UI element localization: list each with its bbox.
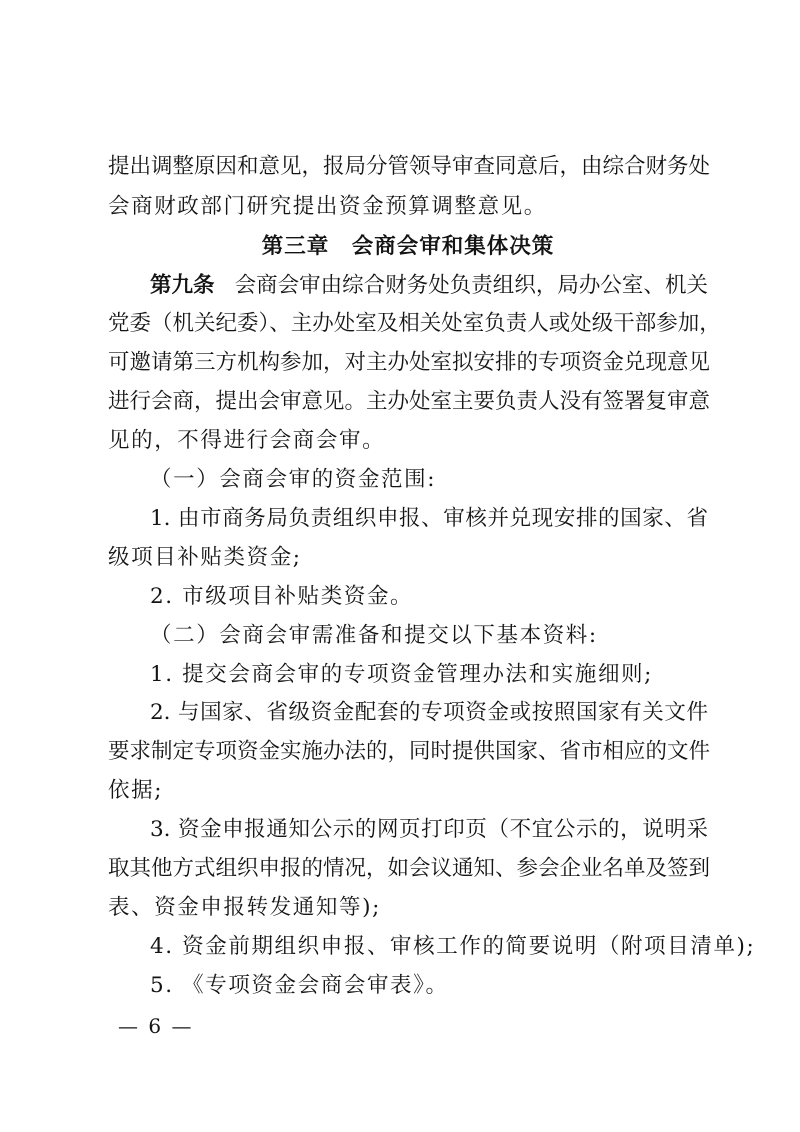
list-item-continuation: 表、资金申报转发通知等); [108, 895, 381, 920]
paragraph-line: 提出调整原因和意见，报局分管领导审查同意后，由综合财务处 [108, 154, 711, 179]
list-item: 3. 资金申报通知公示的网页打印页（不宜公示的，说明采 [150, 817, 708, 842]
section-title: （一）会商会审的资金范围: [150, 467, 437, 492]
article-line: 可邀请第三方机构参加，对主办处室拟安排的专项资金兑现意见 [108, 350, 711, 375]
list-item: 1. 提交会商会审的专项资金管理办法和实施细则; [150, 662, 653, 687]
list-item: 5. 《专项资金会商会审表》。 [150, 973, 449, 998]
paragraph-line: 会商财政部门研究提出资金预算调整意见。 [108, 194, 547, 219]
list-item: 2. 与国家、省级资金配套的专项资金或按照国家有关文件 [150, 700, 708, 725]
list-item: 4. 资金前期组织申报、审核工作的简要说明（附项目清单); [150, 934, 756, 959]
list-item: 1. 由市商务局负责组织申报、审核并兑现安排的国家、省 [150, 506, 708, 531]
article-text: 会商会审由综合财务处负责组织，局办公室、机关 [234, 273, 708, 298]
article-line: 见的，不得进行会商会审。 [108, 428, 386, 453]
list-item-continuation: 依据; [108, 778, 164, 803]
article-line: 进行会商，提出会审意见。主办处室主要负责人没有签署复审意 [108, 389, 711, 414]
article-first-line [150, 271, 708, 301]
list-item: 2. 市级项目补贴类资金。 [150, 584, 414, 609]
article-number: 第九条 [150, 273, 215, 298]
list-item-continuation: 取其他方式组织申报的情况，如会议通知、参会企业名单及签到 [108, 856, 711, 881]
list-item-continuation: 要求制定专项资金实施办法的，同时提供国家、省市相应的文件 [108, 739, 711, 764]
section-title: （二）会商会审需准备和提交以下基本资料: [150, 623, 598, 648]
page-number: — 6 — [118, 1014, 194, 1038]
list-item-continuation: 级项目补贴类资金; [108, 545, 302, 570]
chapter-heading: 第三章 会商会审和集体决策 [261, 234, 555, 259]
article-line: 党委（机关纪委）、主办处室及相关处室负责人或处级干部参加， [108, 311, 721, 336]
